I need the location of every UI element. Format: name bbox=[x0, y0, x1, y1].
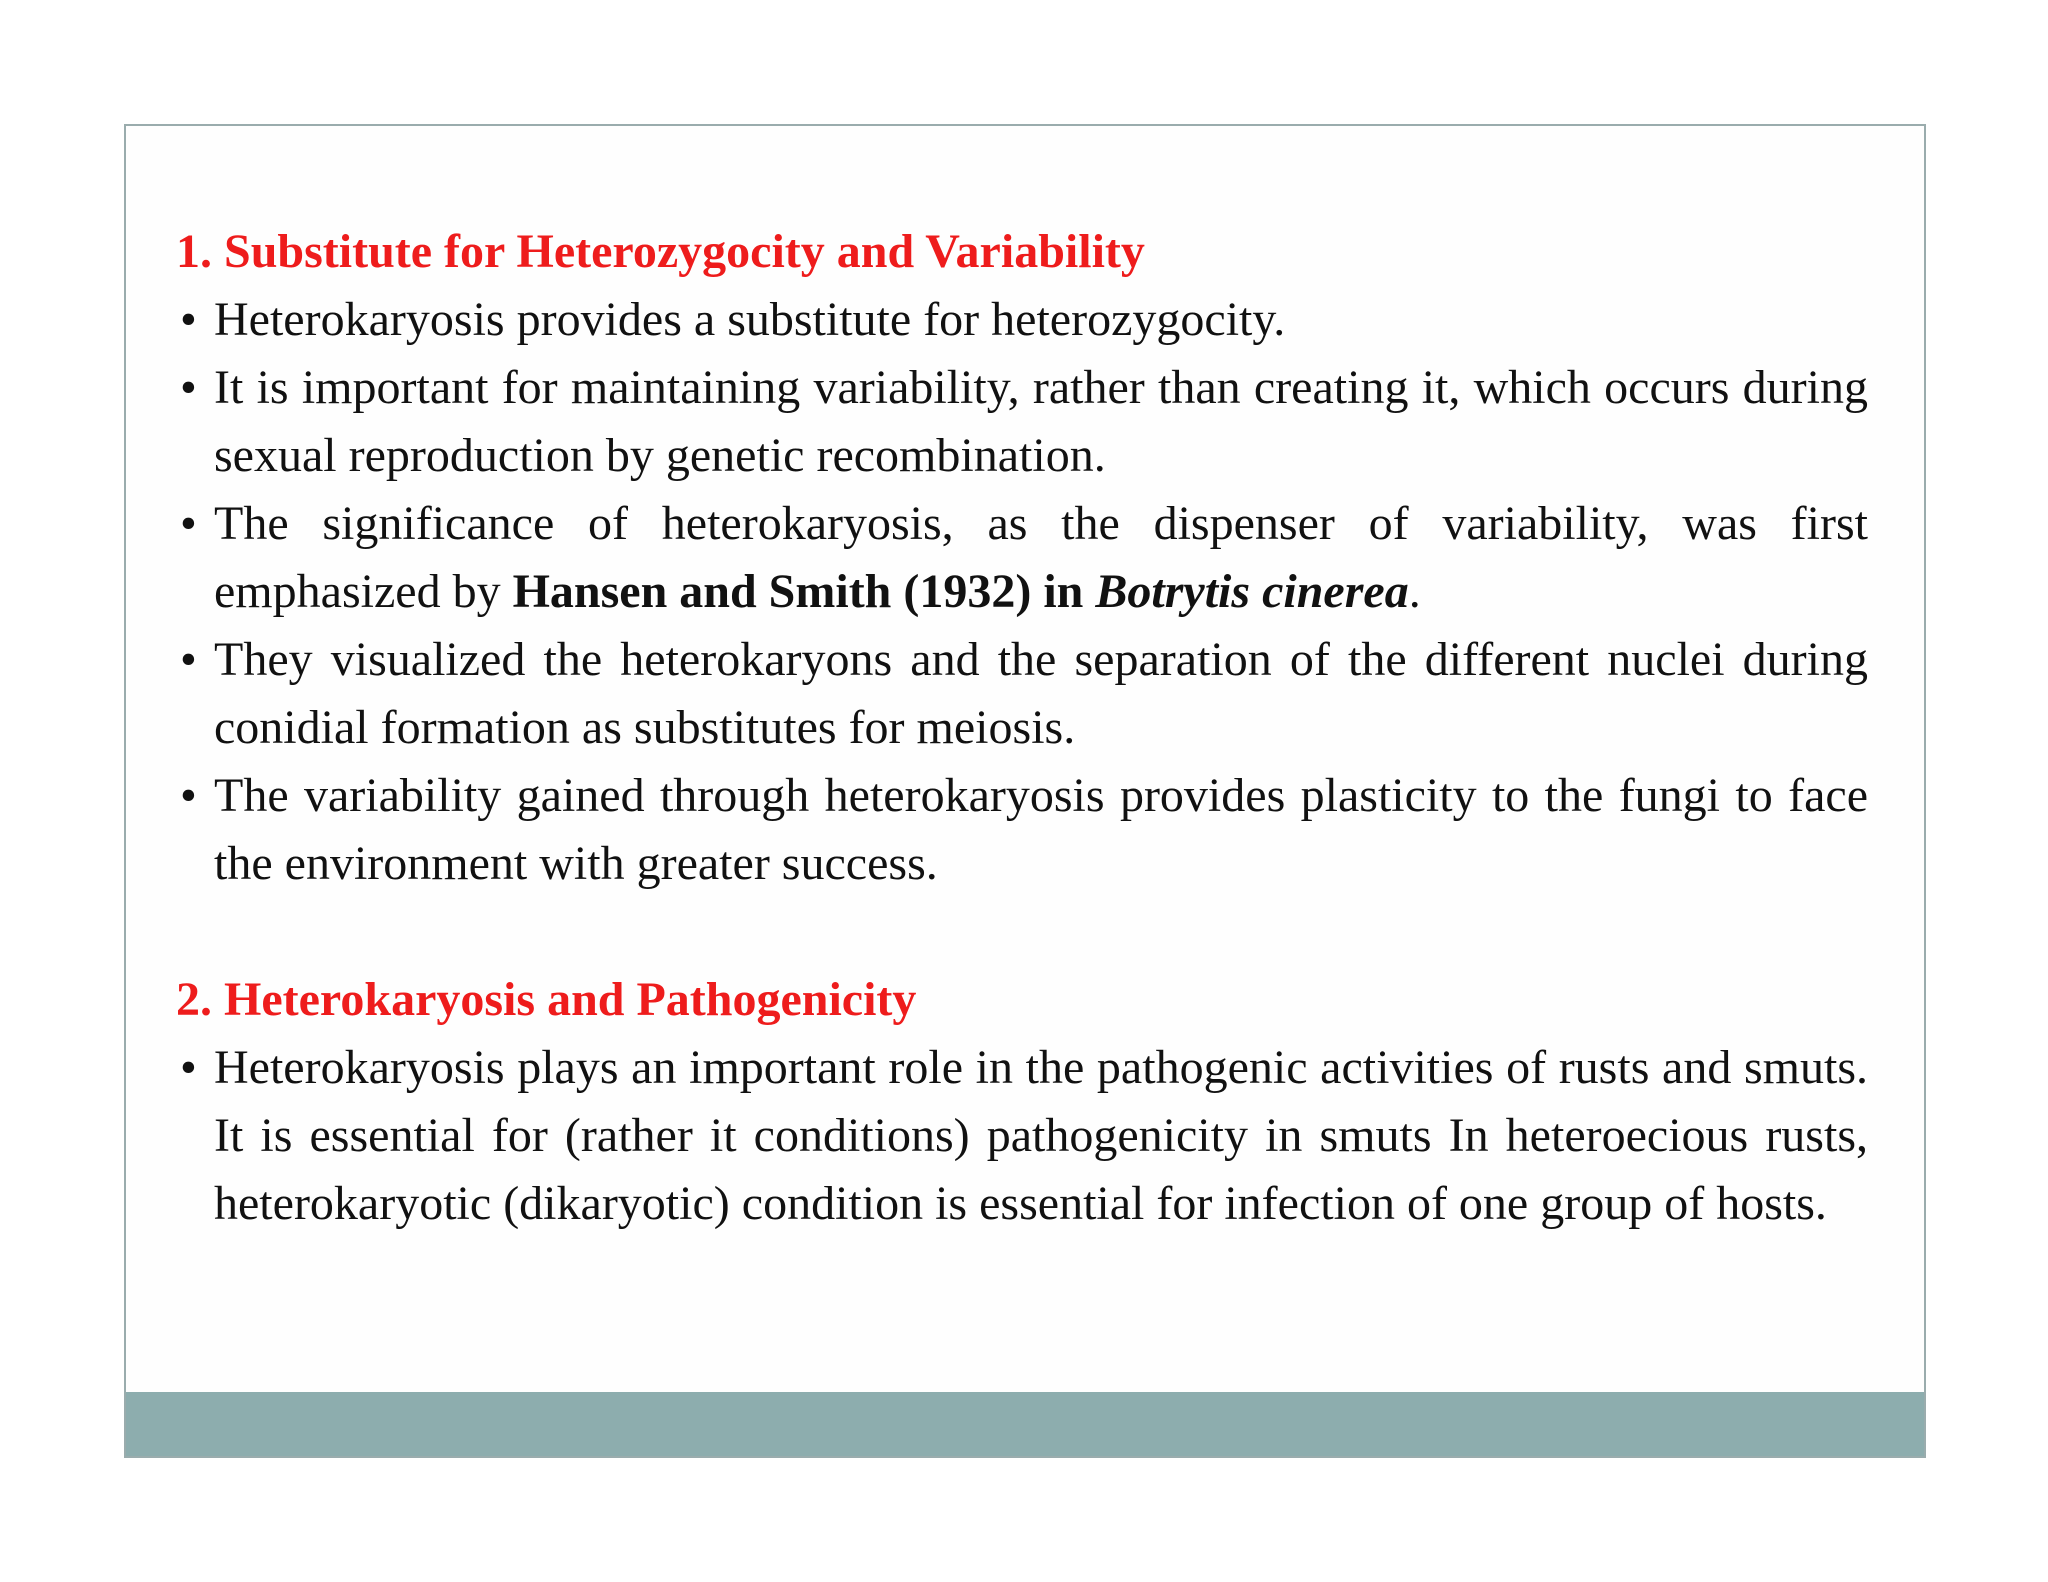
bullet-icon: • bbox=[180, 293, 197, 346]
section-2-bullet-list bbox=[176, 1034, 1868, 1238]
bullet-icon: • bbox=[180, 361, 197, 414]
slide-content bbox=[176, 218, 1868, 1238]
list-item bbox=[176, 1034, 1868, 1238]
bullet-text: Heterokaryosis plays an important role in the pathogenic activities of rusts and smuts. It is essential for (rather it conditions) pathogenicity in smuts In heteroecious rusts, heterokaryotic (dikaryotic) condition is essential for infection of one group of hosts. bbox=[214, 1041, 1868, 1230]
list-item bbox=[176, 354, 1868, 490]
bullet-icon: • bbox=[180, 769, 197, 822]
section-2-heading: 2. Heterokaryosis and Pathogenicity bbox=[176, 973, 917, 1026]
bullet-text: They visualized the heterokaryons and the separation of the different nuclei during conidial formation as substitutes for meiosis. bbox=[214, 633, 1868, 754]
species-name-text: Botrytis cinerea bbox=[1095, 565, 1409, 618]
bullet-icon: • bbox=[180, 1041, 197, 1094]
citation-bold-text: Hansen and Smith (1932) in bbox=[512, 565, 1096, 618]
bullet-text: Heterokaryosis provides a substitute for heterozygocity. bbox=[214, 293, 1286, 346]
list-item bbox=[176, 490, 1868, 626]
bullet-text: The variability gained through heterokaryosis provides plasticity to the fungi to face the environment with greater success. bbox=[214, 769, 1868, 890]
bullet-icon: • bbox=[180, 633, 197, 686]
list-item bbox=[176, 286, 1868, 354]
section-1-bullet-list bbox=[176, 286, 1868, 898]
list-item bbox=[176, 626, 1868, 762]
footer-bar bbox=[126, 1392, 1924, 1456]
list-item bbox=[176, 762, 1868, 898]
section-1-heading: 1. Substitute for Heterozygocity and Variability bbox=[176, 225, 1145, 278]
bullet-text: It is important for maintaining variability, rather than creating it, which occurs during sexual reproduction by genetic recombination. bbox=[214, 361, 1868, 482]
bullet-text: The significance of heterokaryosis, as the dispenser of variability, was first emphasized by bbox=[214, 497, 1868, 618]
bullet-icon: • bbox=[180, 497, 197, 550]
slide-frame bbox=[124, 124, 1926, 1458]
bullet-text-end: . bbox=[1408, 565, 1421, 618]
